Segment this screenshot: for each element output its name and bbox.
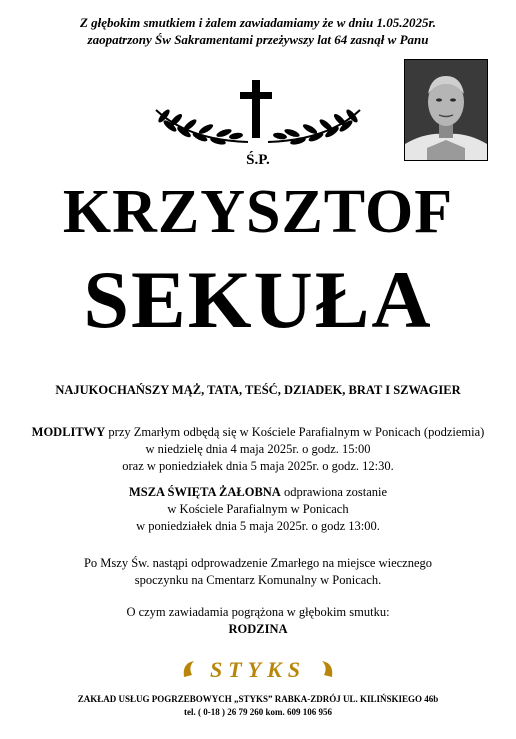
- funeral-home-line-2: tel. ( 0-18 ) 26 79 260 kom. 609 106 956: [184, 707, 332, 717]
- funeral-home-line-1: ZAKŁAD USŁUG POGRZEBOWYCH „STYKS” RABKA-ZDRÓJ UL. KILIŃSKIEGO 46b: [77, 694, 439, 704]
- deceased-photo: [404, 59, 488, 161]
- prayers-lead: MODLITWY: [31, 425, 106, 439]
- cross-laurel-emblem: [148, 78, 368, 170]
- mass-line-1: [0, 484, 516, 501]
- styks-logo-left-flourish-icon: [184, 661, 194, 677]
- first-name: KRZYSZTOF: [62, 178, 454, 246]
- closing-line-1: O czym zawiadamia pogrążona w głębokim smutku:: [126, 605, 390, 619]
- last-name: SEKUŁA: [83, 254, 433, 345]
- procession-section: [0, 555, 516, 589]
- mass-section: [0, 484, 516, 535]
- mass-lead: MSZA ŚWIĘTA ŻAŁOBNA: [128, 485, 281, 499]
- laurel-left-icon: [156, 108, 248, 146]
- portrait-icon: [405, 60, 487, 160]
- closing-section: [0, 604, 516, 638]
- mass-line-3: w poniedziałek dnia 5 maja 2025r. o godz 13:00.: [136, 519, 380, 533]
- funeral-home-info: [0, 693, 516, 719]
- styks-logo-right-flourish-icon: [322, 661, 332, 677]
- prayers-line-3: oraz w poniedziałek dnia 5 maja 2025r. o godz. 12:30.: [122, 459, 394, 473]
- intro-text: [0, 14, 516, 48]
- intro-line-2: zaopatrzony Św Sakramentami przeżywszy lat 64 zasnął w Panu: [87, 32, 429, 47]
- laurel-right-icon: [268, 108, 360, 146]
- cross-icon: [240, 80, 272, 138]
- styks-logo-text: STYKS: [209, 657, 307, 682]
- emblem-initials: Ś.P.: [246, 152, 270, 168]
- procession-line-1: Po Mszy Św. nastąpi odprowadzenie Zmarłego na miejsce wiecznego: [83, 556, 433, 570]
- prayers-line-2: w niedzielę dnia 4 maja 2025r. o godz. 15:00: [145, 442, 371, 456]
- closing-family: RODZINA: [228, 622, 288, 636]
- mass-line-2: w Kościele Parafialnym w Ponicach: [167, 502, 349, 516]
- styks-logo: [180, 655, 336, 685]
- relations-line: NAJUKOCHAŃSZY MĄŻ, TATA, TEŚĆ, DZIADEK, BRAT I SZWAGIER: [55, 383, 461, 397]
- prayers-section: [0, 424, 516, 475]
- intro-line-1: Z głębokim smutkiem i żalem zawiadamiamy że w dniu 1.05.2025r.: [79, 15, 437, 30]
- mass-line-1-rest: odprawiona zostanie: [280, 485, 388, 499]
- prayers-line-1: [0, 424, 516, 441]
- procession-line-2: spoczynku na Cmentarz Komunalny w Ponicach.: [134, 573, 382, 587]
- prayers-line-1-rest: przy Zmarłym odbędą się w Kościele Parafialnym w Ponicach (podziemia): [105, 425, 485, 439]
